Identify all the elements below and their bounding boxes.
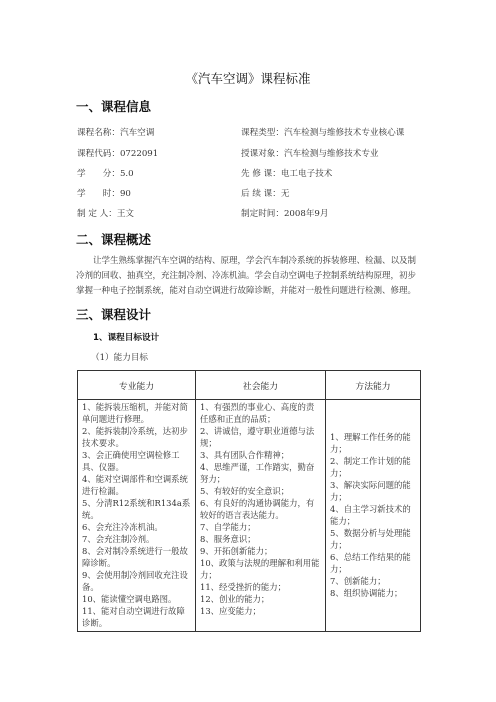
header-social: 社会能力	[196, 371, 326, 400]
list-item: 3、会正确使用空调检修工具、仪器。	[82, 450, 180, 472]
info-credits: 学 分：5.0	[77, 169, 134, 179]
overview-line: 冷剂的回收、抽真空，充注制冷剂、冷冻机油。学会自动空调电子控制系统结构原理，初步	[76, 271, 417, 281]
overview-line: 让学生熟练掌握汽车空调的结构、原理，学会汽车制冷系统的拆装修理、检漏、以及制	[93, 256, 417, 266]
info-author: 制 定 人：王文	[77, 209, 135, 219]
info-date: 制定时间：2008年9月	[241, 209, 329, 219]
list-item: 8、会对制冷系统进行一般故障诊断。	[82, 546, 188, 568]
section-heading-course-info: 一、课程信息	[76, 99, 152, 114]
list-item: 1、理解工作任务的能力；	[330, 432, 411, 454]
table-row	[78, 400, 421, 632]
subheading-course-goals: 1、课程目标设计	[93, 333, 160, 343]
list-item: 10、政策与法规的理解和利用能力；	[200, 558, 320, 580]
document-title: 《汽车空调》课程标准	[185, 71, 311, 86]
list-item: 6、有良好的沟通协调能力，有较好的语言表达能力。	[200, 498, 315, 520]
list-item: 2、讲诚信，遵守职业道德与法规；	[200, 426, 315, 448]
overview-line: 掌握一种电子控制系统，能对自动空调进行故障诊断，并能对一般性问题进行检测、修理。	[76, 286, 417, 296]
info-follow-up: 后 续 课：无	[241, 189, 290, 199]
list-item: 9、会使用制冷剂回收充注设备。	[82, 570, 188, 592]
list-item: 11、经受挫折的能力；	[200, 582, 287, 592]
list-item: 12、创业的能力；	[200, 594, 270, 604]
list-item: 6、会充注冷冻机油。	[82, 522, 163, 532]
method-cell	[326, 400, 421, 632]
list-item: 10、能读懂空调电路图。	[82, 594, 177, 604]
list-item: 7、自学能力；	[200, 522, 256, 532]
info-hours: 学 时：90	[77, 189, 131, 199]
list-item: 5、有较好的安全意识；	[200, 486, 290, 496]
list-item: 3、解决实际问题的能力；	[330, 480, 411, 502]
header-method: 方法能力	[326, 371, 421, 400]
list-item: 4、能对空调部件和空调系统进行检漏。	[82, 474, 188, 496]
list-item: 2、能拆装制冷系统，达初步技术要求。	[82, 426, 188, 448]
info-prerequisite: 先 修 课：电工电子技术	[241, 169, 333, 179]
info-course-type: 课程类型：汽车检测与维修技术专业核心课	[241, 128, 405, 138]
list-item: 9、开拓创新能力；	[200, 546, 273, 556]
list-item: 4、自主学习新技术的能力；	[330, 504, 411, 526]
list-item: 7、创新能力；	[330, 576, 386, 586]
list-item: 11、能对自动空调进行故障诊断。	[82, 606, 185, 628]
list-item: 5、分清R12系统和R134a系统。	[82, 498, 191, 520]
table-header-row	[78, 371, 421, 400]
list-item: 5、数据分析与处理能力；	[330, 528, 411, 550]
list-item: 7、会充注制冷剂。	[82, 534, 155, 544]
professional-cell	[78, 400, 196, 632]
list-item: 13、应变能力；	[200, 606, 261, 616]
list-item: 2、制定工作计划的能力；	[330, 456, 411, 478]
info-course-name: 课程名称：汽车空调	[77, 128, 155, 138]
subheading-ability-goals: （1）能力目标	[91, 353, 149, 363]
info-course-code: 课程代码：0722091	[77, 149, 159, 159]
list-item: 6、总结工作结果的能力；	[330, 552, 411, 574]
list-item: 4、思维严谨，工作踏实，勤奋努力；	[200, 462, 315, 484]
list-item: 1、能拆装压缩机，并能对简单问题进行修理。	[82, 402, 188, 424]
info-audience: 授课对象：汽车检测与维修技术专业	[241, 149, 379, 159]
list-item: 8、组织协调能力；	[330, 588, 403, 598]
overview-paragraph	[76, 254, 426, 299]
section-heading-overview: 二、课程概述	[76, 232, 152, 247]
ability-table	[77, 370, 421, 632]
list-item: 1、有强烈的事业心、高度的责任感和正直的品质；	[200, 402, 315, 424]
list-item: 3、具有团队合作精神；	[200, 450, 290, 460]
section-heading-design: 三、课程设计	[76, 307, 152, 322]
list-item: 8、服务意识；	[200, 534, 256, 544]
social-cell	[196, 400, 326, 632]
header-professional: 专业能力	[78, 371, 196, 400]
